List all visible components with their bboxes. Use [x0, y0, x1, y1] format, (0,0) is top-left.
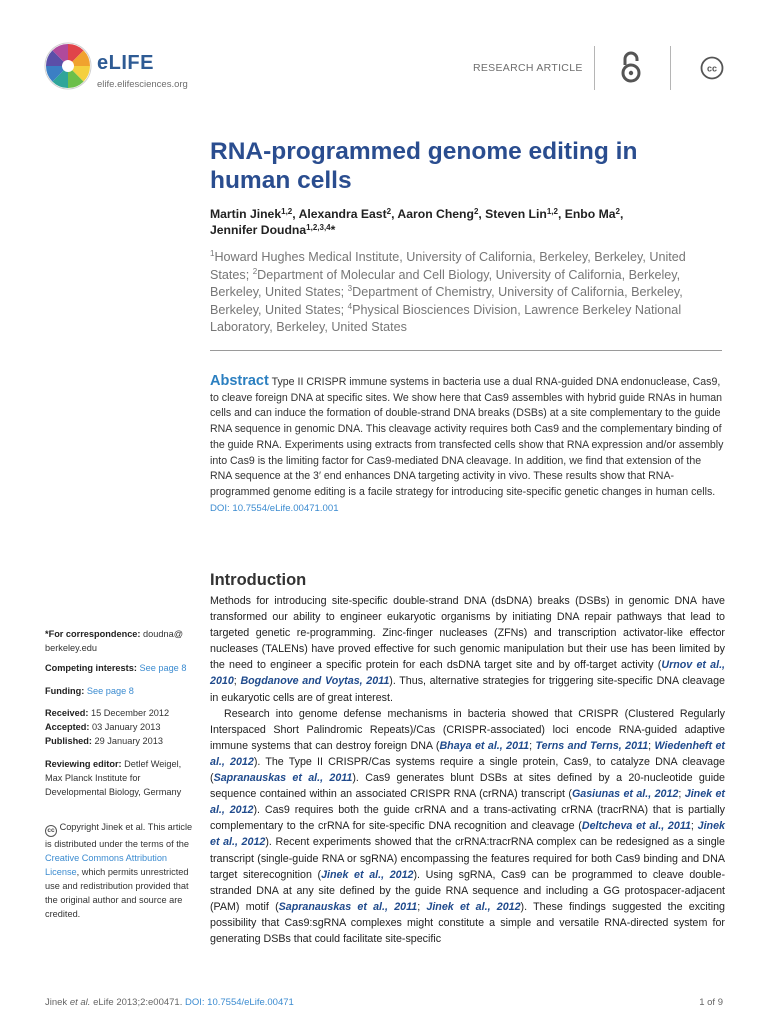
author-name: Alexandra East	[298, 207, 387, 221]
paragraph: Methods for introducing site-specific double-strand DNA (dsDNA) breaks (DSBs) in genomic DNA have transformed our ability to engineer eukaryotic organisms by initiating DNA repair pathways that lead to targeted genetic re-programming. Zinc-finger nucleases (ZFNs) and transcription activator-like effector nucleases (TALENs) have proved effective for such genomic manipulation but their use has been limited by the need to engineer a specific protein for each dsDNA target site and by off-target activity (Urnov et al., 2010; Bogdanove and Voytas, 2011). Thus, alternative strategies for triggering site-specific DNA cleavage in eukaryotic cells are of great interest.	[210, 595, 726, 704]
affiliation-number: 1	[210, 249, 215, 258]
author-name: Martin Jinek	[210, 207, 282, 221]
journal-url[interactable]: elife.elifesciences.org	[97, 79, 188, 90]
published-date: 29 January 2013	[94, 736, 163, 746]
editor-value: Detlef Weigel, Max Planck Institute for Developmental Biology, Germany	[45, 759, 182, 797]
divider	[210, 350, 722, 351]
citation-link[interactable]: Bhaya et al., 2011	[439, 739, 530, 752]
paragraph: Research into genome defense mechanisms in bacteria showed that CRISPR (Clustered Regularly Interspaced Short Palindromic Repeats)/Cas (CRISPR-associated) loci encode RNA-guided adaptive immune systems that can destroy foreign DNA (Bhaya et al., 2011; Terns and Terns, 2011; Wiedenheft et al., 2012). The Type II CRISPR/Cas systems require a single protein, Cas9, to catalyze DNA cleavage (Sapranauskas et al., 2011). Cas9 generates blunt DSBs at sites defined by a 20-nucleotide guide sequence contained within an associated CRISPR RNA (crRNA) transcript (Gasiunas et al., 2012; Jinek et al., 2012). Cas9 requires both the guide crRNA and a trans-activating crRNA (tracrRNA) that is partially complementary to the crRNA for site-specific DNA recognition and cleavage (Deltcheva et al., 2011; Jinek et al., 2012). Recent experiments showed that the crRNA:tracrRNA complex can be redesigned as a single transcript (single-guide RNA or sgRNA) encompassing the features required for both Cas9 binding and DNA target siterecognition (Jinek et al., 2012). Using sgRNA, Cas9 can be programmed to cleave double-stranded DNA at any site defined by the guide RNA sequence and including a GG protospacer-adjacent (PAM) motif (Sapranauskas et al., 2011; Jinek et al., 2012). These findings suggested the exciting possibility that Cas9:sgRNA complexes might constitute a simple and versatile RNA-directed system for generating DSBs that could facilitate site-specific	[210, 707, 726, 945]
citation-link[interactable]: Sapranauskas et al., 2011	[213, 772, 353, 785]
funding-label: Funding:	[45, 686, 85, 696]
svg-text:cc: cc	[706, 63, 718, 74]
received-label: Received:	[45, 708, 89, 718]
competing-interests	[45, 661, 205, 675]
copyright-notice	[45, 820, 195, 921]
affiliation-text: Department of Molecular and Cell Biology, University of California, Berkeley, Berkeley, United States;	[210, 267, 681, 299]
citation-link[interactable]: Jinek et al., 2012	[321, 868, 414, 881]
citation-link[interactable]: Gasiunas et al., 2012	[571, 788, 679, 801]
affiliation-text: Howard Hughes Medical Institute, University of California, Berkeley, Berkeley, United States;	[210, 250, 686, 282]
competing-link[interactable]: See page 8	[139, 663, 187, 673]
author-list: Martin Jinek$^{1,2}$, Alexandra East$^2$, Aaron Cheng$^2$, Steven Lin$^{1,2}$, Enbo Ma$^2$, Jennifer Doudna$^{1,2,3,4}$*	[210, 207, 624, 237]
abstract	[210, 374, 725, 516]
citation-link[interactable]: Bogdanove and Voytas, 2011	[240, 675, 390, 688]
citation-link[interactable]: Jinek et al., 2012	[210, 788, 725, 817]
author-affiliation-mark: 1,2	[281, 207, 293, 216]
correspondence-note	[45, 627, 205, 655]
correspondence-email[interactable]: doudna@ berkeley.edu	[45, 629, 184, 653]
citation-link[interactable]: Wiedenheft et al., 2012	[210, 739, 725, 768]
affiliation-number: 4	[347, 301, 353, 311]
author-name: Enbo Ma	[564, 207, 616, 221]
copyright-text-end: , which permits unrestricted use and redistribution provided that the original author and source are credited.	[45, 867, 189, 919]
citation-link[interactable]: Jinek et al., 2012	[210, 820, 725, 849]
received-date: 15 December 2012	[90, 708, 170, 718]
author-affiliation-mark: 2	[473, 207, 479, 216]
correspondence-label: *For correspondence:	[45, 629, 141, 639]
author-affiliation-mark: 1,2,3,4	[306, 223, 331, 232]
competing-label: Competing interests:	[45, 663, 137, 673]
footer-doi-link[interactable]: DOI: 10.7554/eLife.00471	[185, 997, 294, 1008]
header-divider	[670, 46, 671, 90]
funding-link[interactable]: See page 8	[86, 686, 134, 696]
author-name: Jennifer Doudna	[210, 223, 307, 237]
accepted-date: 03 January 2013	[91, 722, 161, 732]
citation-link[interactable]: Urnov et al., 2010	[210, 659, 726, 688]
author-name: Aaron Cheng	[397, 207, 474, 221]
article-type-label: RESEARCH ARTICLE	[473, 62, 583, 74]
introduction-body	[210, 593, 725, 947]
copyright-text: Copyright Jinek et al. This article is distributed under the terms of the	[45, 822, 193, 849]
cc-license-link[interactable]: Creative Commons Attribution License	[45, 853, 168, 877]
citation-etal: et al.	[69, 997, 91, 1008]
author-affiliation-mark: 2	[386, 207, 392, 216]
open-access-icon	[618, 50, 644, 84]
elife-logo[interactable]	[44, 42, 92, 90]
citation-link[interactable]: Jinek et al., 2012	[426, 900, 521, 913]
affiliation-number: 2	[252, 266, 258, 276]
author-name: Steven Lin	[485, 207, 547, 221]
published-label: Published:	[45, 736, 92, 746]
funding	[45, 684, 205, 698]
dates	[45, 706, 205, 748]
abstract-doi-link[interactable]: DOI: 10.7554/eLife.00471.001	[210, 502, 339, 514]
introduction-heading: Introduction	[210, 571, 307, 589]
abstract-heading: Abstract	[210, 373, 269, 389]
reviewing-editor	[45, 757, 195, 799]
cc-small-icon: cc	[45, 825, 57, 837]
abstract-text: Type II CRISPR immune systems in bacteria use a dual RNA-guided DNA endonuclease, Cas9, to cleave foreign DNA at specific sites. We show here that Cas9 assembles with hybrid guide RNAs in human cells and can induce the formation of double-strand DNA breaks (DSBs) at a site complementary to the guide RNA sequence in genomic DNA. This cleavage activity requires both Cas9 and the complementary binding of the guide RNA. Experiments using extracts from transfected cells show that RNA expression and/or assembly into Cas9 is the limiting factor for Cas9-mediated DNA cleavage. In addition, we find that extension of the RNA sequence at the 3′ end enhances DNA targeting activity in vivo. These results show that RNA-programmed genome editing is a facile strategy for introducing site-specific genetic changes in human cells.	[210, 376, 724, 498]
author-affiliation-mark: 2	[615, 207, 620, 216]
affiliation-text: Department of Chemistry, University of California, Berkeley, Berkeley, United States;	[210, 285, 683, 317]
affiliation-number: 3	[347, 284, 353, 293]
citation-link[interactable]: Terns and Terns, 2011	[535, 739, 649, 752]
article-title: RNA-programmed genome editing in human cells	[210, 138, 638, 194]
affiliation-text: Physical Biosciences Division, Lawrence Berkeley National Laboratory, Berkeley, United States	[210, 302, 682, 334]
accepted-label: Accepted:	[45, 722, 90, 732]
creative-commons-icon	[700, 56, 724, 80]
page-number: 1 of 9	[699, 997, 723, 1008]
citation-author: Jinek	[45, 997, 68, 1008]
footer-citation	[45, 997, 294, 1008]
citation-journal: eLife 2013;2:e00471.	[93, 997, 183, 1008]
header-divider	[594, 46, 595, 90]
citation-link[interactable]: Deltcheva et al., 2011	[581, 820, 691, 833]
affiliations	[210, 249, 725, 337]
editor-label: Reviewing editor:	[45, 759, 122, 769]
author-affiliation-mark: 1,2	[546, 207, 558, 216]
journal-name: eLIFE	[97, 52, 154, 74]
citation-link[interactable]: Sapranauskas et al., 2011	[278, 900, 418, 913]
